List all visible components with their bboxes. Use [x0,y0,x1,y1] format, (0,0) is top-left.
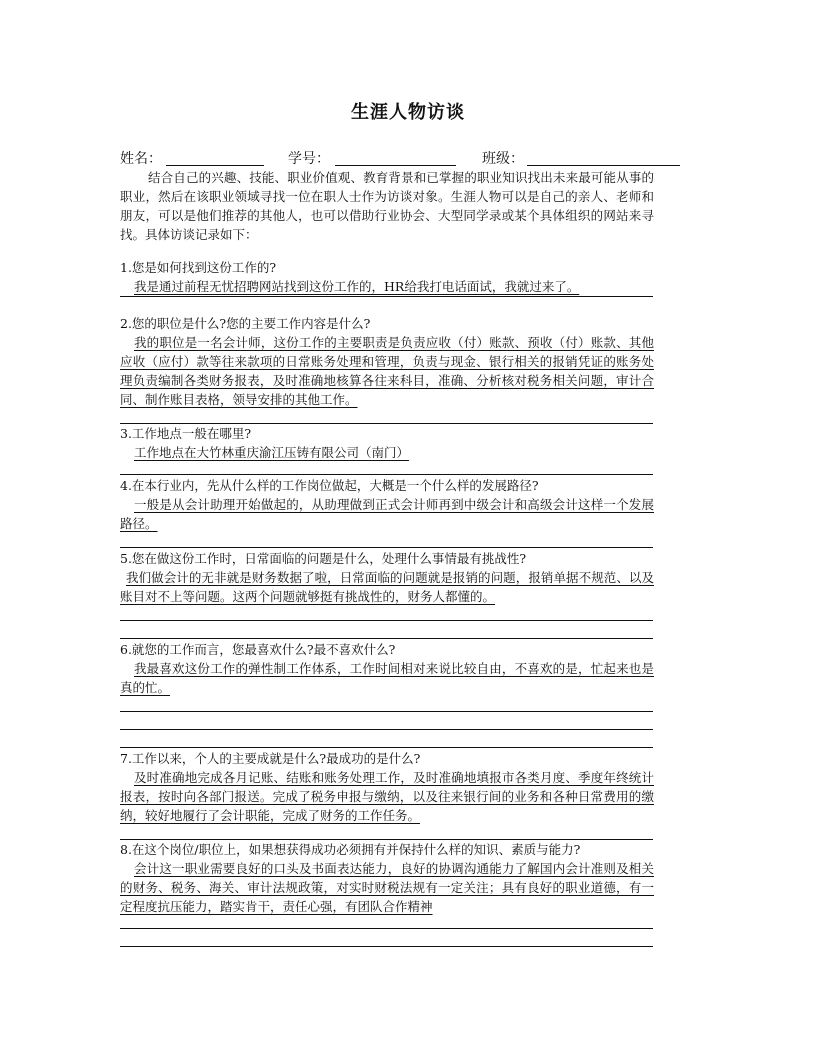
name-label: 姓名： [120,151,162,167]
answer-line [120,547,653,548]
question-text: 1.您是如何找到这份工作的? [120,260,277,275]
answer-text: 工作地点在大竹林重庆渝江压铸有限公司（南门） [134,445,410,460]
answer-line [120,638,653,639]
answer-text: 我是通过前程无忧招聘网站找到这份工作的，HR给我打电话面试，我就过来了。 [134,279,580,294]
answer-text: 我最喜欢这份工作的弹性制工作体系，工作时间相对来说比较自由，不喜欢的是，忙起来也是真的忙。 [120,661,654,695]
interview-question-2 [120,315,654,409]
interview-question-8 [120,841,654,916]
student-id-blank[interactable] [335,165,456,166]
question-text: 3.工作地点一般在哪里? [120,426,252,441]
answer-line [120,296,653,297]
answer-line [120,747,653,748]
class-blank[interactable] [527,165,680,166]
interview-question-3 [120,425,654,462]
answer-text: 我们做会计的无非就是财务数据了啦，日常面临的问题就是报销的问题，报销单据不规范、以及账目对不上等问题。这两个问题就够挺有挑战性的，财务人都懂的。 [120,570,654,604]
answer-line [120,928,653,929]
class-label: 班级： [482,151,524,167]
interview-question-7 [120,750,654,825]
student-info-fields [120,150,700,170]
answer-line [120,423,653,424]
answer-line [120,474,653,475]
answer-text: 会计这一职业需要良好的口头及书面表达能力，良好的协调沟通能力了解国内会计准则及相关的财务、税务、海关、审计法规政策，对实时财税法规有一定关注；具有良好的职业道德，有一定程度抗压能力，踏实肯干，责任心强，有团队合作精神 [120,861,654,914]
answer-line [120,729,653,730]
interview-question-4 [120,477,654,533]
question-text: 4.在本行业内，先从什么样的工作岗位做起，大概是一个什么样的发展路径? [120,478,539,493]
answer-line [120,839,653,840]
question-text: 8.在这个岗位/职位上，如果想获得成功必须拥有并保持什么样的知识、素质与能力? [120,842,581,857]
interview-question-1 [120,259,654,296]
answer-line [120,620,653,621]
intro-paragraph: 结合自己的兴趣、技能、职业价值观、教育背景和已掌握的职业知识找出未来最可能从事的职业，然后在该职业领域寻找一位在职人士作为访谈对象。生涯人物可以是自己的亲人、老师和朋友，可以是他们推荐的其他人，也可以借助行业协会、大型同学录或某个具体组织的网站来寻找。具体访谈记录如下： [120,170,654,242]
question-text: 2.您的职位是什么?您的主要工作内容是什么? [120,316,371,331]
interview-question-5 [120,550,654,606]
student-id-label: 学号： [288,151,330,167]
interview-question-6 [120,641,654,697]
answer-line [120,946,653,947]
question-text: 6.就您的工作而言，您最喜欢什么?最不喜欢什么? [120,642,396,657]
question-text: 7.工作以来，个人的主要成就是什么?最成功的是什么? [120,751,421,766]
page-title: 生涯人物访谈 [351,102,465,123]
name-blank[interactable] [166,165,264,166]
question-text: 5.您在做这份工作时，日常面临的问题是什么，处理什么事情最有挑战性? [120,551,527,566]
answer-text: 我的职位是一名会计师，这份工作的主要职责是负责应收（付）账款、预收（付）账款、其他应收（应付）款等往来款项的日常账务处理和管理，负责与现金、银行相关的报销凭证的账务处理负责编制各类财务报表，及时准确地核算各往来科目，准确、分析核对税务相关问题，审计合同、制作账目表格，领导安排的其他工作。 [120,335,654,407]
answer-text: 及时准确地完成各月记账、结账和账务处理工作，及时准确地填报市各类月度、季度年终统计报表，按时向各部门报送。完成了税务申报与缴纳，以及往来银行间的业务和各种日常费用的缴纳，较好地履行了会计职能，完成了财务的工作任务。 [120,770,654,823]
answer-line [120,711,653,712]
answer-text: 一般是从会计助理开始做起的，从助理做到正式会计师再到中级会计和高级会计这样一个发展路径。 [120,497,654,531]
